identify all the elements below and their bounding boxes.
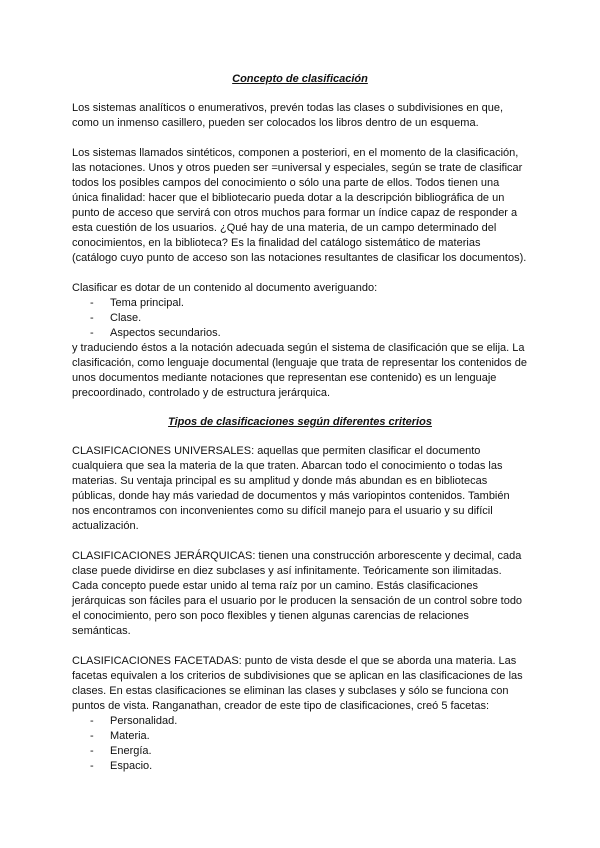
list-item: - Espacio.: [72, 759, 528, 774]
list-item: - Clase.: [72, 311, 528, 326]
content-list: [72, 296, 528, 341]
list-item: - Tema principal.: [72, 296, 528, 311]
list-item: - Materia.: [72, 729, 528, 744]
paragraph-clasificar: Clasificar es dotar de un contenido al documento averiguando:: [72, 282, 378, 294]
paragraph-universales: CLASIFICACIONES UNIVERSALES: aquellas que permiten clasificar el documento cualquiera que sea la materia de la que traten. Abarcan todo el conocimiento o todas las materias. Su ventaja principal es su amplitud y donde más abundan es en bibliotecas públicas, donde hay más variedad de documentos y más variopintos contenidos. También nos encontramos con inconvenientes como su difícil manejo para el usuario y su difícil actualización.: [72, 445, 510, 532]
list-item: - Aspectos secundarios.: [72, 326, 528, 341]
paragraph-jerarquicas: CLASIFICACIONES JERÁRQUICAS: tienen una construcción arborescente y decimal, cada clase puede dividirse en diez subclases y así infinitamente. Teóricamente son ilimitadas. Cada concepto puede estar unido al tema raíz por un camino. Estás clasificaciones jerárquicas son fáciles para el usuario por le producen la sensación de un control sobre todo el conocimiento, pero son poco flexibles y tienen algunas carencias de relaciones semánticas.: [72, 550, 523, 637]
document-title: Concepto de clasificación: [232, 73, 368, 85]
paragraph-facetadas: CLASIFICACIONES FACETADAS: punto de vista desde el que se aborda una materia. Las facetas equivalen a los criterios de subdivisiones que se aplican en las clasificaciones de las clases. En estas clasificaciones se eliminan las clases y subclases y sólo se funciona con puntos de vista. Ranganathan, creador de este tipo de clasificaciones, creó 5 facetas:: [72, 655, 523, 712]
paragraph-sinteticos: Los sistemas llamados sintéticos, componen a posteriori, en el momento de la clasificación, las notaciones. Unos y otros pueden ser =universal y especiales, según se trate de clasificar todos los posibles campos del conocimiento o sólo una parte de ellos. Todos tienen una única finalidad: hacer que el bibliotecario pueda dotar a la descripción bibliográfica de un punto de acceso que servirá con otros muchos para formar un índice capaz de responder a esta cuestión de los usuarios. ¿Qué hay de una materia, de un campo determinado del conocimientos, en la biblioteca? Es la finalidad del catálogo sistemático de materias (catálogo cuyo punto de acceso son las notaciones resultantes de clasificar los documentos).: [72, 147, 527, 264]
paragraph-notacion: y traduciendo éstos a la notación adecuada según el sistema de clasificación que se elija. La clasificación, como lenguaje documental (lenguaje que trata de representar los contenidos de unos documentos mediante notaciones que representan ese contenido) es un lenguaje precoordinado, controlado y de estructura jerárquica.: [72, 342, 527, 399]
paragraph-analiticos: Los sistemas analíticos o enumerativos, prevén todas las clases o subdivisiones en que, como un inmenso casillero, pueden ser colocados los libros dentro de un esquema.: [72, 102, 504, 129]
facets-list: [72, 714, 528, 774]
list-item: - Personalidad.: [72, 714, 528, 729]
list-item: - Energía.: [72, 744, 528, 759]
section-subtitle: Tipos de clasificaciones según diferentes criterios: [168, 416, 432, 428]
